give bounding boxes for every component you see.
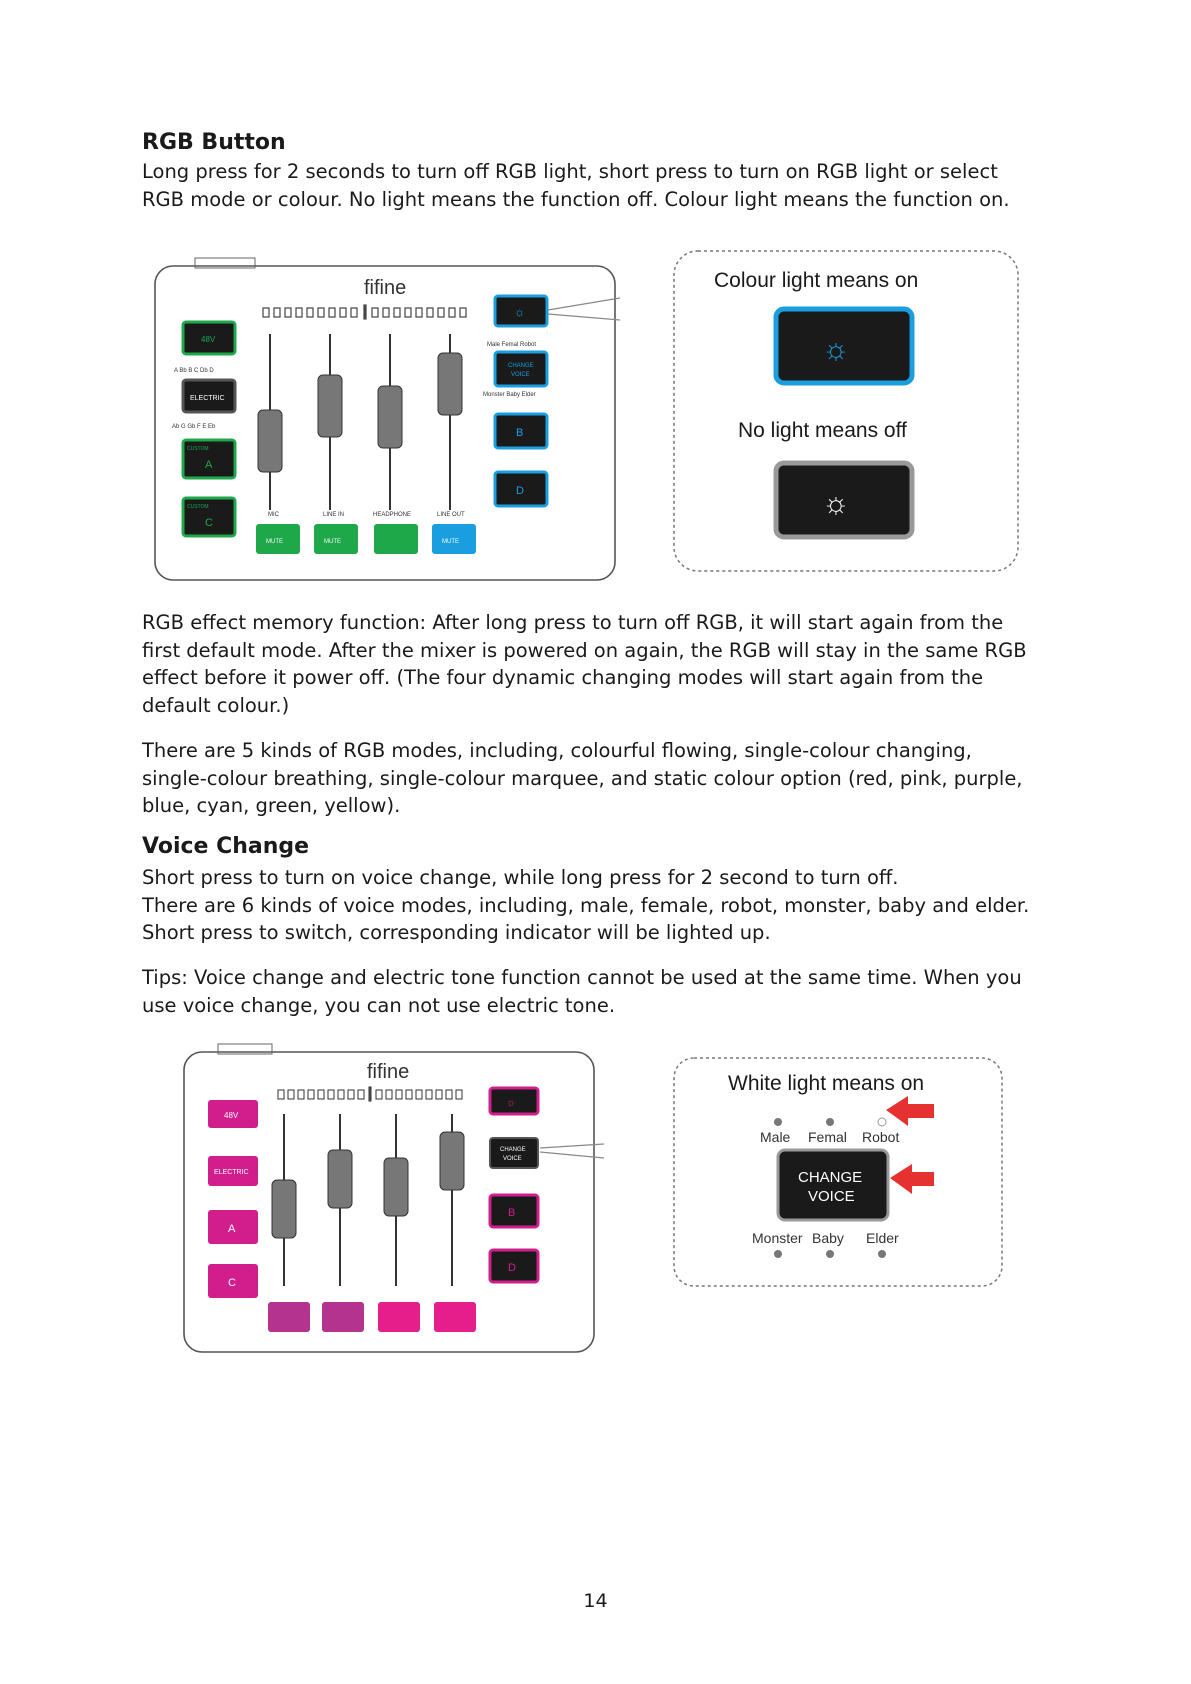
mute-line-in: MUTE	[324, 539, 341, 545]
voice-elder: Elder	[866, 1230, 899, 1246]
voice-robot: Robot	[862, 1129, 900, 1145]
mute-mic: MUTE	[266, 539, 283, 545]
rgb-modes-line: single-colour breathing, single-colour marquee, and static colour option (red, pink, purple,	[142, 766, 1023, 790]
voice-heading: Voice Change	[142, 834, 310, 859]
indicator-elder	[878, 1250, 886, 1258]
rgb-icon: ☼	[514, 305, 525, 319]
page-number: 14	[583, 1590, 608, 1612]
mute-line-out: MUTE	[442, 539, 459, 545]
change-voice-small-2: VOICE	[503, 1156, 522, 1162]
light-off-icon: ☼	[822, 487, 850, 520]
custom-a-label: CUSTOM	[187, 446, 209, 452]
voice-line: There are 6 kinds of voice modes, including, male, female, robot, monster, baby and elder.	[142, 893, 1030, 917]
tones-bottom: Ab G Gb F E Eb	[172, 424, 216, 430]
voices-bottom: Monster Baby Elder	[483, 392, 536, 398]
indicator-baby	[826, 1250, 834, 1258]
rgb-memory-line: default colour.)	[142, 693, 290, 717]
rgb-memory-line: RGB effect memory function: After long press to turn off RGB, it will start again from the	[142, 611, 1004, 634]
change-voice-label-1: CHANGE	[798, 1169, 863, 1186]
indicator-monster	[774, 1250, 782, 1258]
button-electric-2: ELECTRIC	[214, 1169, 249, 1176]
voices-top: Male Femal Robot	[487, 342, 537, 348]
voice-femal: Femal	[808, 1129, 847, 1145]
button-b-2: B	[508, 1207, 516, 1219]
white-light-label: White light means on	[728, 1072, 925, 1095]
change-voice-2: VOICE	[511, 372, 530, 378]
tones-top: A Bb B C Db D	[174, 368, 214, 374]
arrow-change-voice-icon	[890, 1164, 934, 1194]
button-b: B	[516, 427, 524, 439]
channel-mic: MIC	[268, 512, 279, 518]
button-48v: 48V	[201, 335, 216, 344]
rgb-icon-2: ☼	[506, 1097, 517, 1109]
button-d: D	[516, 485, 524, 497]
rgb-intro-line: RGB mode or colour. No light means the function off. Colour light means the function on.	[142, 187, 1010, 211]
button-48v-2: 48V	[224, 1111, 239, 1120]
voice-monster: Monster	[752, 1230, 803, 1246]
button-d-2: D	[508, 1262, 516, 1274]
channel-line-in: LINE IN	[323, 512, 345, 518]
rgb-heading: RGB Button	[142, 130, 286, 155]
rgb-modes-line: There are 5 kinds of RGB modes, including, colourful flowing, single-colour changing,	[142, 739, 972, 762]
button-c: C	[205, 517, 213, 529]
arrow-robot-icon	[886, 1096, 934, 1126]
channel-line-out: LINE OUT	[437, 512, 465, 518]
voice-body	[142, 864, 1062, 947]
brand-logo-2: fifine	[367, 1061, 410, 1083]
custom-c-label: CUSTOM	[187, 504, 209, 510]
brand-logo: fifine	[364, 277, 407, 299]
voice-tips-line: use voice change, you can not use electric tone.	[142, 993, 616, 1017]
rgb-modes-line: blue, cyan, green, yellow).	[142, 794, 401, 817]
mixer-figure-voice	[170, 1040, 604, 1360]
voice-baby: Baby	[812, 1230, 844, 1246]
colour-light-label: Colour light means on	[714, 269, 919, 292]
rgb-intro-line: Long press for 2 seconds to turn off RGB light, short press to turn on RGB light or select	[142, 160, 998, 183]
rgb-memory-line: first default mode. After the mixer is powered on again, the RGB will stay in the same RGB	[142, 638, 1027, 662]
voice-line: Short press to switch, corresponding indicator will be lighted up.	[142, 921, 771, 944]
button-electric: ELECTRIC	[190, 395, 225, 402]
rgb-modes	[142, 737, 1062, 820]
no-light-label: No light means off	[738, 419, 907, 442]
rgb-memory	[142, 609, 1062, 719]
callout-voice	[672, 1056, 1004, 1288]
mixer-figure-rgb	[150, 250, 620, 582]
light-on-icon: ☼	[822, 333, 850, 366]
voice-male: Male	[760, 1129, 791, 1145]
button-a-2: A	[228, 1223, 236, 1235]
button-c-2: C	[228, 1277, 236, 1289]
indicator-femal	[826, 1118, 834, 1126]
indicator-robot	[878, 1118, 886, 1126]
callout-rgb	[672, 249, 1020, 573]
indicator-male	[774, 1118, 782, 1126]
voice-line: Short press to turn on voice change, while long press for 2 second to turn off.	[142, 866, 899, 889]
button-a: A	[205, 459, 213, 471]
change-voice-label-2: VOICE	[808, 1188, 855, 1205]
rgb-memory-line: effect before it power off. (The four dynamic changing modes will start again from the	[142, 666, 984, 689]
channel-headphone: HEADPHONE	[373, 512, 412, 518]
voice-tips-line: Tips: Voice change and electric tone function cannot be used at the same time. When you	[142, 966, 1022, 989]
rgb-intro	[142, 158, 1062, 213]
voice-tips	[142, 964, 1062, 1019]
change-voice-1: CHANGE	[508, 363, 534, 369]
change-voice-small-1: CHANGE	[500, 1147, 526, 1153]
